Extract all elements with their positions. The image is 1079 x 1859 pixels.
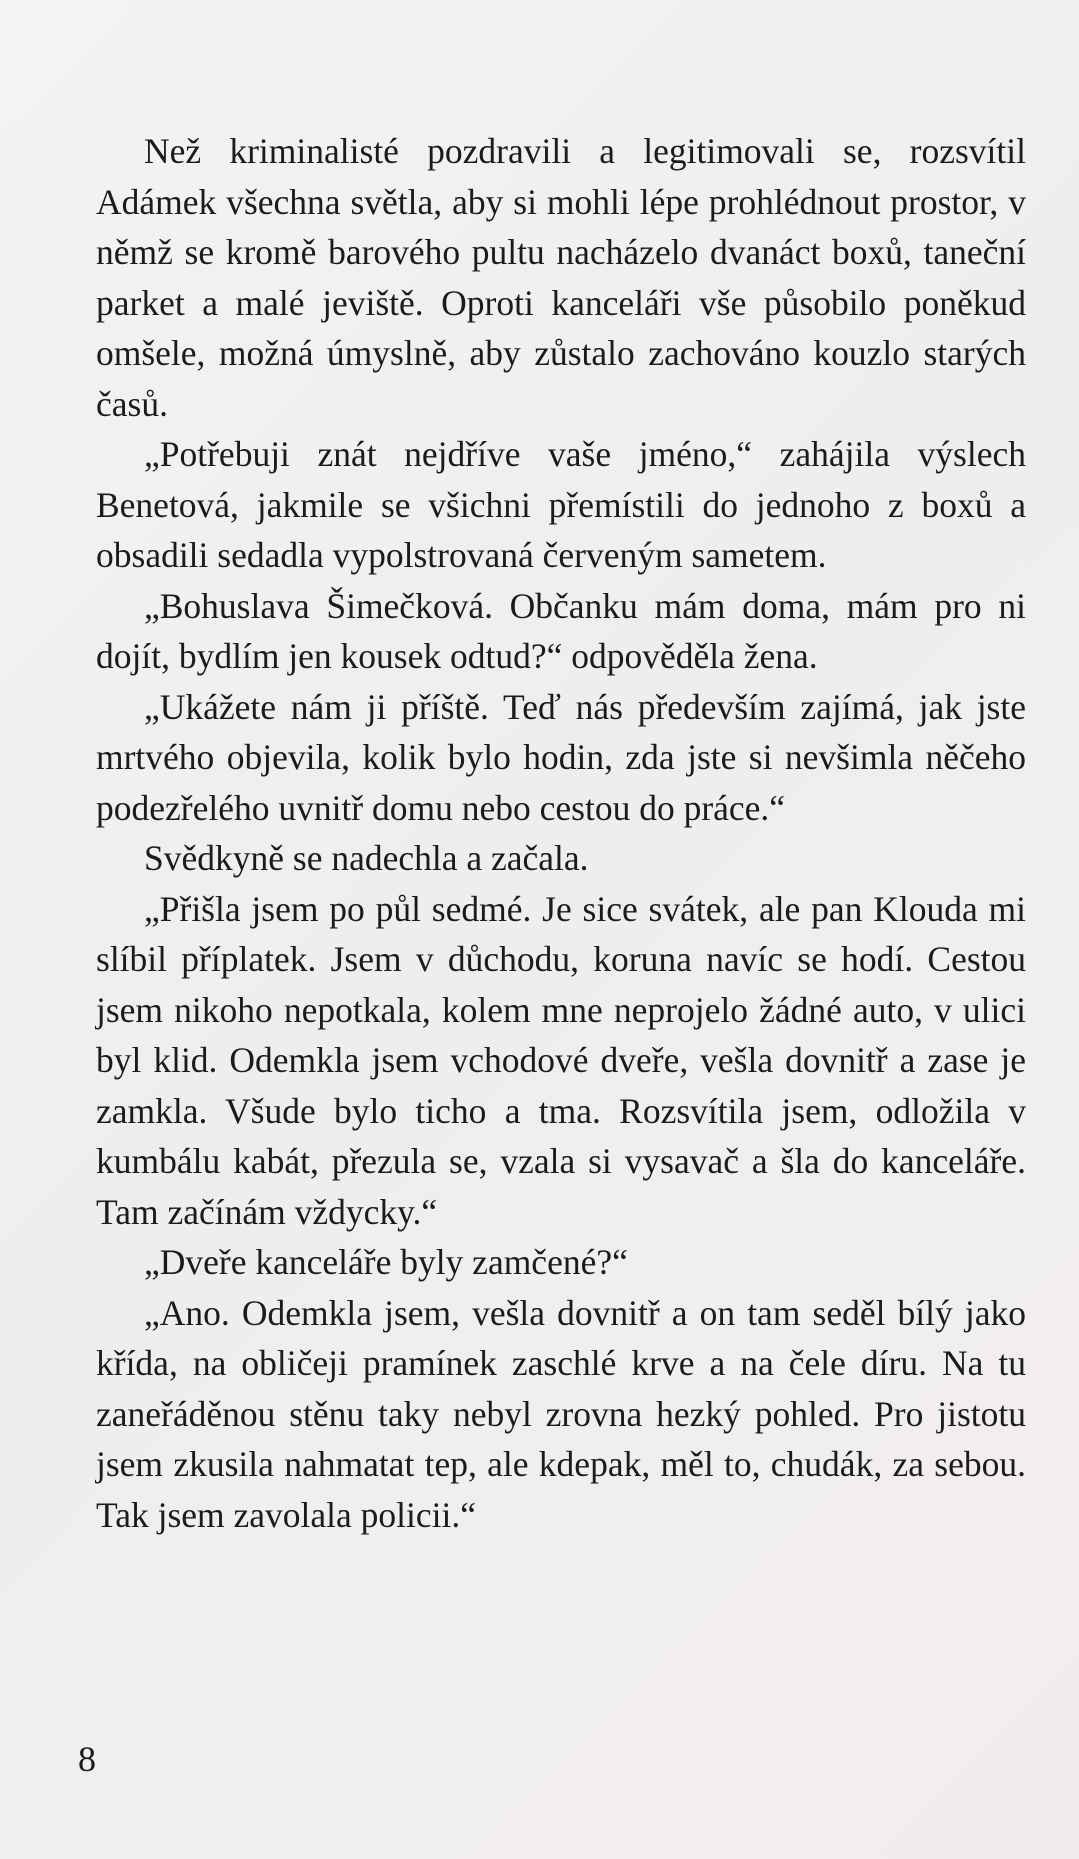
paragraph: Než kriminalisté pozdravili a legitimovali se, rozsvítil Adámek všechna světla, aby si mohli lépe prohlédnout prostor, v němž se kromě barového pultu nacházelo dvanáct boxů, taneční parket a malé jeviště. Oproti kanceláři vše působilo poněkud omšele, možná úmyslně, aby zůstalo zachováno kouzlo starých časů. <box>96 131 1026 424</box>
page-number: 8 <box>78 1739 96 1779</box>
paragraph: Svědkyně se nadechla a začala. <box>144 838 589 878</box>
page-text-block <box>96 126 1026 1540</box>
paragraph: „Ano. Odemkla jsem, vešla dovnitř a on tam seděl bílý jako křída, na obličeji pramínek zaschlé krve a na čele díru. Na tu zaneřáděnou stěnu taky nebyl zrovna hezký pohled. Pro jistotu jsem zkusila nahmatat tep, ale kdepak, měl to, chudák, za sebou. Tak jsem zavolala policii.“ <box>96 1292 1026 1535</box>
paragraph: „Potřebuji znát nejdříve vaše jméno,“ zahájila výslech Benetová, jakmile se všichni přemístili do jednoho z boxů a obsadili sedadla vypolstrovaná červeným sametem. <box>96 434 1026 575</box>
paragraph: „Přišla jsem po půl sedmé. Je sice svátek, ale pan Klouda mi slíbil příplatek. Jsem v důchodu, koruna navíc se hodí. Cestou jsem nikoho nepotkala, kolem mne neprojelo žádné auto, v ulici byl klid. Odemkla jsem vchodové dveře, vešla dovnitř a zase je zamkla. Všude bylo ticho a tma. Rozsvítila jsem, odložila v kumbálu kabát, přezula se, vzala si vysavač a šla do kanceláře. Tam začínám vždycky.“ <box>96 888 1026 1232</box>
paragraph: „Bohuslava Šimečková. Občanku mám doma, mám pro ni dojít, bydlím jen kousek odtud?“ odpověděla žena. <box>96 585 1026 676</box>
paragraph: „Ukážete nám ji příště. Teď nás především zajímá, jak jste mrtvého objevila, kolik bylo hodin, zda jste si nevšimla něčeho podezřelého uvnitř domu nebo cestou do práce.“ <box>96 686 1026 828</box>
paragraph: „Dveře kanceláře byly zamčené?“ <box>144 1242 628 1282</box>
